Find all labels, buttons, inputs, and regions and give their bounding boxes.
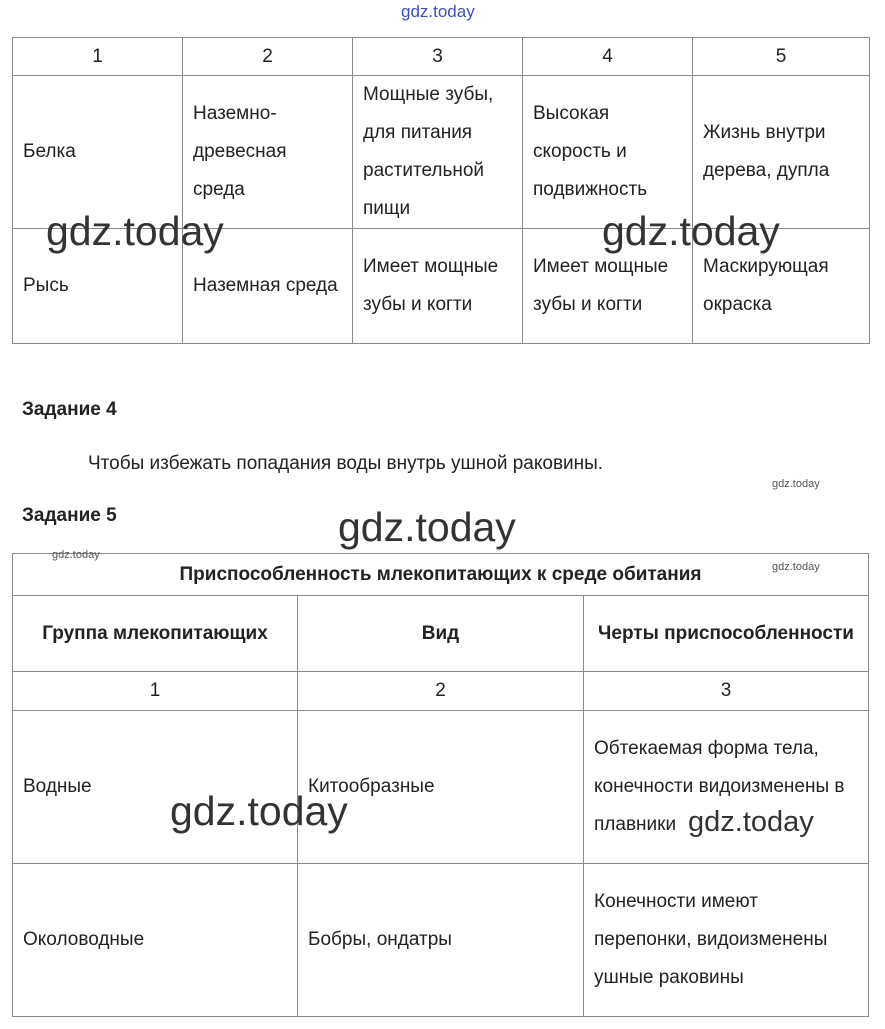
watermark-small-3: gdz.today	[772, 561, 820, 573]
table-cell: Жизнь внутри дерева, дупла	[693, 76, 870, 229]
table-row	[13, 76, 870, 229]
table-cell: Рысь	[13, 229, 183, 344]
watermark-small-2: gdz.today	[52, 549, 100, 561]
column-number: 3	[584, 672, 869, 711]
column-number: 2	[298, 672, 584, 711]
watermark-top: gdz.today	[401, 2, 475, 21]
column-number: 3	[353, 38, 523, 76]
column-header: Вид	[298, 596, 584, 672]
table-cell: Конечности имеют перепонки, видоизменены ушные раковины	[584, 864, 869, 1017]
table-cell: Обтекаемая форма тела, конечности видоизменены в плавники	[584, 711, 869, 864]
table-cell: Околоводные	[13, 864, 298, 1017]
column-header: Черты приспособленности	[584, 596, 869, 672]
animals-table	[12, 37, 870, 344]
table-row	[13, 711, 869, 864]
table-cell: Маскирующая окраска	[693, 229, 870, 344]
task4-answer: Чтобы избежать попадания воды внутрь ушной раковины.	[88, 453, 604, 474]
column-number: 2	[183, 38, 353, 76]
table-header-row	[13, 596, 869, 672]
column-number: 1	[13, 672, 298, 711]
table-cell: Бобры, ондатры	[298, 864, 584, 1017]
table-header-row	[13, 38, 870, 76]
watermark-small-1: gdz.today	[772, 478, 820, 490]
table-cell: Водные	[13, 711, 298, 864]
table-cell: Китообразные	[298, 711, 584, 864]
table-cell: Высокая скорость и подвижность	[523, 76, 693, 229]
watermark-5: gdz.today	[688, 806, 814, 838]
table-row	[13, 864, 869, 1017]
table-number-row	[13, 672, 869, 711]
table-caption: Приспособленность млекопитающих к среде обитания	[13, 554, 869, 596]
task4-heading: Задание 4	[22, 399, 117, 420]
table-cell: Наземная среда	[183, 229, 353, 344]
watermark-3: gdz.today	[338, 504, 516, 550]
table-cell: Мощные зубы, для питания растительной пищи	[353, 76, 523, 229]
adaptation-table	[12, 553, 869, 1017]
watermark-1: gdz.today	[46, 208, 224, 254]
table-cell: Имеет мощные зубы и когти	[523, 229, 693, 344]
table-cell: Белка	[13, 76, 183, 229]
table-cell: Имеет мощные зубы и когти	[353, 229, 523, 344]
watermark-4: gdz.today	[170, 788, 348, 834]
column-number: 1	[13, 38, 183, 76]
table-caption-row	[13, 554, 869, 596]
column-number: 4	[523, 38, 693, 76]
column-number: 5	[693, 38, 870, 76]
column-header: Группа млекопитающих	[13, 596, 298, 672]
task5-heading: Задание 5	[22, 505, 117, 526]
table-cell: Наземно-древесная среда	[183, 76, 353, 229]
watermark-2: gdz.today	[602, 208, 780, 254]
